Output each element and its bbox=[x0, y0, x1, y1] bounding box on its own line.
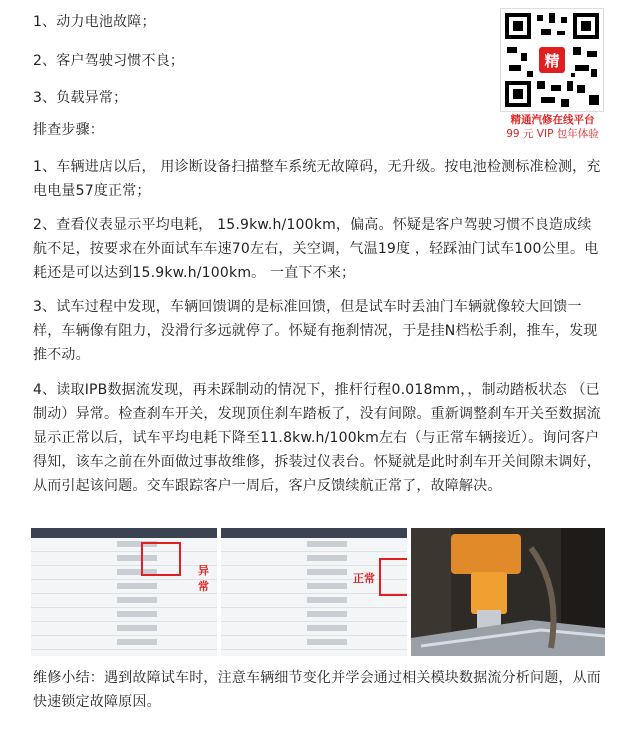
photo-brake-switch bbox=[411, 528, 605, 656]
qr-code bbox=[500, 8, 604, 112]
data-row bbox=[31, 636, 217, 650]
step-3: 3、试车过程中发现，车辆回馈调的是标准回馈，但是试车时丢油门车辆就像较大回馈一样，车辆像有阻力，没滑行多远就停了。怀疑有拖刹情况，于是挂N档松手刹，推车，发现推不动。 bbox=[33, 299, 598, 363]
cause-3: 3、负载异常； bbox=[33, 90, 128, 106]
promo-offer: 99 元 VIP 包年体验 bbox=[506, 128, 599, 140]
repair-summary: 维修小结：遇到故障试车时，注意车辆细节变化并学会通过相关模块数据流分析问题，从而快速锁定故障原因。 bbox=[33, 670, 601, 710]
steps-heading: 排查步骤： bbox=[33, 122, 104, 138]
data-row bbox=[31, 566, 217, 580]
promo-title: 精通汽修在线平台 bbox=[510, 114, 595, 126]
label-normal: 正常 bbox=[353, 572, 375, 585]
step-4: 4、读取IPB数据流发现，再未踩制动的情况下，推杆行程0.018mm，，制动踏板状态 （已制动）异常。检查刹车开关，发现顶住刹车踏板了，没有间隙。重新调整刹车开关至数据流显示正常以后，试车平均电耗下降至11.8kw.h/100km左右（与正常车辆接近）。询问客户得知，该车之前在外面做过事故维修，拆装过仪表台。怀疑就是此时刹车开关间隙未调好，从而引起该问题。交车跟踪客户一周后，客户反馈续航正常了，故障解决。 bbox=[33, 382, 601, 494]
label-abnormal: 异常 bbox=[198, 564, 209, 593]
data-row bbox=[221, 636, 407, 650]
cause-2: 2、客户驾驶习惯不良； bbox=[33, 53, 185, 69]
cause-1: 1、动力电池故障； bbox=[33, 14, 156, 30]
brake-switch-photo-icon bbox=[411, 528, 605, 656]
step-2: 2、查看仪表显示平均电耗， 15.9kw.h/100km，偏高。怀疑是客户驾驶习惯不良造成续航不足，按要求在外面试车车速70左右，关空调，气温19度 ，轻踩油门试车100公里。电耗还是可以达到15.9kw.h/100km。 一直下不来； bbox=[33, 217, 599, 281]
data-row bbox=[31, 608, 217, 622]
data-row bbox=[31, 538, 217, 552]
highlight-box-abnormal bbox=[141, 542, 181, 576]
data-row bbox=[221, 538, 407, 552]
screen-top-bar bbox=[221, 528, 407, 538]
highlight-box-normal bbox=[379, 558, 407, 596]
data-row bbox=[31, 622, 217, 636]
data-row bbox=[221, 622, 407, 636]
data-row bbox=[221, 594, 407, 608]
data-row bbox=[221, 608, 407, 622]
data-row bbox=[31, 594, 217, 608]
data-row bbox=[31, 580, 217, 594]
step-1: 1、车辆进店以后， 用诊断设备扫描整车系统无故障码，无升级。按电池检测标准检测，充电电量57度正常； bbox=[33, 159, 601, 199]
photo-datastream-abnormal bbox=[31, 528, 217, 656]
screen-top-bar bbox=[31, 528, 217, 538]
qr-badge: 精 bbox=[539, 47, 565, 73]
data-row bbox=[31, 552, 217, 566]
photo-datastream-normal bbox=[221, 528, 407, 656]
